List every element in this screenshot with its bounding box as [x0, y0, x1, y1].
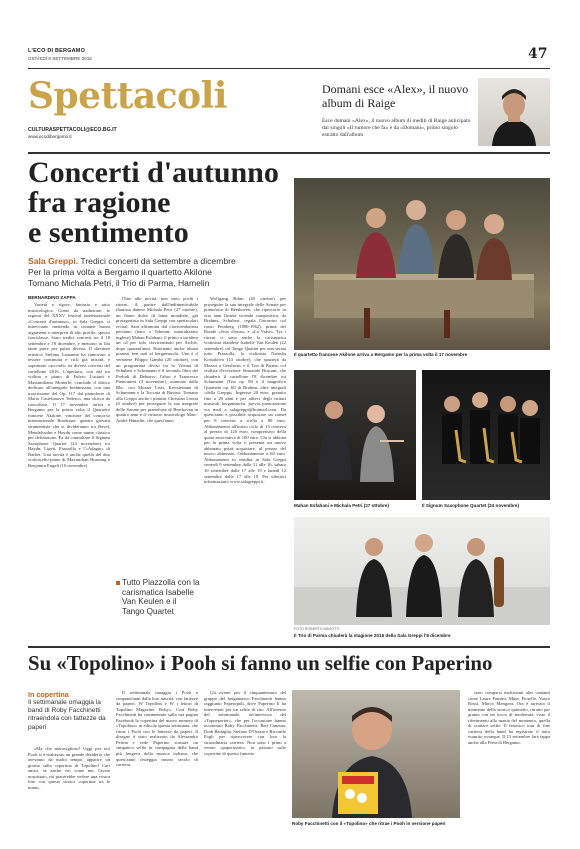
- page-number: 47: [528, 46, 548, 62]
- duo-photo-icon: [294, 370, 416, 500]
- middle-rule: [28, 646, 550, 648]
- facchinetti-photo: [292, 690, 460, 818]
- main-col-2: Oltre alle novità, non sono pochi i ritorni. A partire dall'indimenticabile flautista danese Michala Petri (27 ottobre), un flauto dolce di fama mondiale, già protagonista in Sala Greppi con spettacolari recital. Sarà affiancata dal clavicembalista persiano (nato a Teheran, naturalizzato inglese) Mahan Esfahani, il primo a incidere un cd per solo clavicembalo per Archiv, dopo quarant'anni. Ritornano anche alcuni pianisti ben noti al bergamaschi. Uno è il veronese Filippo Gamba (20 ottobre), con un programma diviso tra la Vienna di Schubert e Schumann e il secondo libro dei Preludi di Debussy; l'altro è Francesco Piemontesi (3 novembre), osannato dalla Bbc, con Mozart Liszt, Kreisleriana di Schumann e la Toccata di Busoni. Tornano alla Greppi anche i pianisti Christian Leotta (6 ottobre) per proseguire la sua integrale delle Sonate per pianoforte di Beethoven in quattro anni e il virtuoso musicologo Marc-André Hamelin, che quest'anno: [116, 296, 198, 424]
- teaser-box[interactable]: [322, 78, 550, 148]
- byline: BERNARDINO ZAPPA: [28, 295, 76, 300]
- subhead-line-3: Tornano Michala Petri, il Trio di Parma, Hamelin: [28, 278, 210, 288]
- main-col-1: Varietà e rigore, fantasia e ratio musicologica. Come da tradizione, le ragioni del XXXV festival internazionale «Concerti d'autunno», in Sala Greppi, si intrecciano mettendo in comune buoni argomenti e interpreti di alto profilo, spesso fuoriclasse. Sono tredici concerti tra il 18 settembre e l'8 dicembre, e mettono in fila tante parte per palati diversi. Il direttore artistico Stefano Lamanna ha rinnovato a tessere continuità e cicli già iniziati, e sopratutto «accordi» tra diversi concerti del cartellone 2016. L'apertura, con dal tra violino e piano di Fulvio Luciani e Massimiliano Motterle, conclude il dittico dedicato all'integrale brahmsiana, con una trascrizione del Op. 117 dal pianoforte di Mario Castelnuovo Tedesco, una chicca da riascoltare. Il 17 novembre arriva a Bergamo per la prima volta il Quartetto francese Akilone, vincitore del concorso internazionale Bordeaux: quattro giovani strumentiste che si divideranno tra Ravel, Mendelssohn e Haydn come nume classico per definizione. Fa da contraltare il Signum Saxophone Quartet (24 novembre) tra Haydn, Ligeti, Piazzolla e l'«Adagio» di Barber. Una novità è anche quella del duo violoncello-piano di Maximilian Hornung e Benjamin Engeli (10 novembre).: [28, 302, 110, 468]
- trio-photo: [294, 517, 550, 625]
- second-kicker: In copertina: [28, 690, 69, 699]
- main-col-3: Wolfgang Rihm (20 ottobre) per proseguire la sua integrale delle Sonate per pianoforte di Beethoven, che ripercorre in otto anni l'intera vicenda compositiva, da Brahms, Schubert, regala l'incontro col russo Feinberg (1890-1962), prima del Rondò «Jeux d'eaux» e «La Valse». Tra i ritorni ci sono anche la carismatica violinista olandese Isabelle Van Keulen (22 settembre) col Tango Quartet per una serata tutto Piazzolla, la violinista Natasha Korsakova (13 ottobre), che spazierà da Mozart a Gershwin, e il Trio di Parma, col violista d'eccezione Simonide Braconi, che chiuderà il cartellone l'8 dicembre tra Schumann (Trio op. 80 e il magnifico Quartetto op. 60 di Brahms, altre integrali «della Greppi». Ingresso 20 euro, gratuito fino a 20 anni e per allievi degli istituti musicali bergamaschi, previa prenotazione via mail a salagreppi@hotmail.com. Da quest'anno è possibile acquistare un carnet per 8 concerti a scelta a 80 euro. Abbonamento all'intero ciclo di 13 concerti al prezzo di 120 euro, comprensivo della quota associativa di 100 euro. Chi si abbona per la prima volta o presenta un nuovo abbonato potrà acquistare, al prezzo del nuovo abbonato, l'abbonamento a 60 euro. Abbonamenti in vendita in Sala Greppi venerdì 9 settembre dalle 11 alle 16, sabato 10 settembre dalle 17 alle 19 e lunedì 12 settembre dalle 17 alle 19. Per ulteriori informazioni: www.salagreppi.it.: [204, 296, 286, 485]
- pull-quote-marker-icon: [116, 581, 120, 585]
- signum-photo: [422, 370, 550, 500]
- signum-caption: Il Signum Saxophone Quartet (24 novembre): [422, 503, 519, 508]
- headline-line-1: Concerti d'autunno: [28, 156, 279, 189]
- section-title: Spettacoli: [28, 75, 227, 117]
- petri-caption: Mahan Esfahani e Michala Petri (27 ottobre): [294, 503, 389, 508]
- second-col-4: sono comparsi moltissimi altri cantanti come Laura Pausini, Mina, Fiorello, Vasco Rossi, Marco Mengoni. Ora è arrivato il momento dello storico quintetto, ritratto per giunta con un tocco di modernità, visto il riferimento alla mania del momento, quella di scattare selfie. Il fenosico tour di fine carriera della band ha registrato il tutto esaurito ovunque. Il 13 settembre farà tappa anche alla Fiera di Bergamo.: [468, 690, 550, 745]
- masthead-date: GIOVEDÌ 8 SETTEMBRE 2016: [28, 56, 92, 61]
- masthead-paper: L'ECO DI BERGAMO: [28, 48, 86, 54]
- subhead-line-2: Per la prima volta a Bergamo il quartetto Akilone: [28, 267, 212, 277]
- main-headline: [28, 158, 290, 248]
- topolino-cover-photo-icon: [292, 690, 460, 818]
- section-email[interactable]: CULTURASPETTACOLI@ECO.BG.IT: [28, 127, 117, 133]
- headline-line-2: fra ragione: [28, 186, 171, 219]
- raige-portrait-icon: [478, 78, 550, 146]
- facchinetti-caption: Roby Facchinetti con il «Topolino» che ritrae i Pooh in versione paperi: [292, 821, 446, 826]
- section-web[interactable]: www.ecodibergamo.it: [28, 134, 72, 139]
- teaser-title: Domani esce «Alex», il nuovo album di Raige: [322, 82, 469, 110]
- saxophone-quartet-icon: [422, 370, 550, 500]
- main-subhead: [28, 256, 298, 289]
- trio-caption: Il Trio di Parma chiuderà la stagione 2016 della Sala Greppi l'8 dicembre: [294, 633, 451, 638]
- akilone-photo: [294, 178, 550, 350]
- second-intro: Il settimanale omaggia la band di Roby Facchinetti ritraendola con fattezze da paperi: [28, 699, 106, 731]
- second-col-2: Il settimanale omaggia i Pooh a cinquant'anni dalla loro nascita, con fattezze da paperi. W Topolino e W i lettori di Topolino Magazine. Roby». Così Roby Facchinetti ha commentato sulla sua pagina Facebook la copertina del nuovo numero di «Topolino» in edicola questa settimana, che ritrae i Pooh con le fattezze da paperi. Il disegno è stato realizzato da Alessandro Perina e vede Paperino scattare un simpatico selfie in compagnia della band più longeva della musica italiana, che quest'anno festeggia mezzo secolo di carriera.: [116, 690, 198, 768]
- teaser-body: Esce domani «Alex», il nuovo album di inediti di Raige anticipato dai singoli «Il rumore che fa» e da «Domani», primo singolo estratto dall'album: [322, 118, 471, 138]
- akilone-caption: Il quartetto francese Akilone arriva a Bergamo per la prima volta il 17 novembre: [294, 352, 468, 357]
- petri-photo: [294, 370, 416, 500]
- section-rule: [28, 152, 550, 154]
- teaser-photo: [478, 78, 550, 146]
- headline-line-3: e sentimento: [28, 216, 189, 249]
- second-headline: Su «Topolino» i Pooh si fanno un selfie con Paperino: [28, 652, 493, 675]
- subhead-line-1: Sala Greppi. Tredici concerti da settembre a dicembre: [28, 256, 236, 266]
- second-col-3: Gli eventi per il cinquantenario del gruppo del bergamasco Facchinetti hanno raggiunto Paperopoli, dove Paperino li ha intercettati per un selfie di rito. All'interno del settimanale, un'intervista del «Topoeporter», che per l'occasione hanno incontrato Roby Facchinetti, Red Canzian, Dodi Battaglia, Stefano D'Orazio e Riccardo Fogli per ripercorrere con loro la straordinaria carriera. Non sono i primi a venire «paperizzati»: in passato sulle copertine di questo fumetto: [204, 690, 286, 757]
- subhead-kicker: Sala Greppi.: [28, 256, 79, 266]
- photo-credit: FOTO ROBERTO MASOTTI: [294, 627, 340, 631]
- second-col-1: «Ma che meraviglioso! Oggi per noi Pooh si è realizzato un grande desiderio che avevamo da molto tempo, apparire un giorno sulla copertina di Topolino! Cari amici, se anche voi come me, l'avete acquistato, mi piacerebbe vedere una vostra foto con questa storica copertina tra le mani».: [28, 746, 110, 790]
- quartet-photo-icon: [294, 178, 550, 350]
- trio-photo-icon: [294, 517, 550, 625]
- top-rule: [28, 68, 550, 69]
- pull-quote: Tutto Piazzolla con la carismatica Isabelle Van Keulen e il Tango Quartet: [116, 578, 200, 616]
